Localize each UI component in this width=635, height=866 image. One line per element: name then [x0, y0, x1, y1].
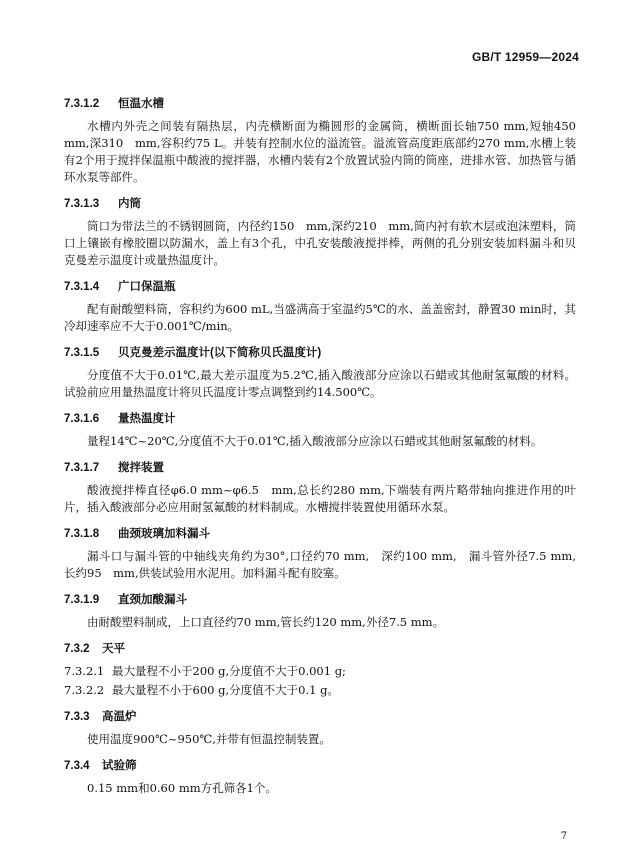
section-number: 7.3.1.4 — [64, 281, 100, 293]
section-number: 7.3.4 — [64, 760, 90, 772]
section-7-3-1-7 — [64, 460, 576, 516]
section-heading — [64, 758, 576, 774]
section-heading — [64, 641, 576, 657]
section-title: 贝克曼差示温度计(以下简称贝氏温度计) — [118, 347, 322, 359]
section-title: 搅拌装置 — [118, 462, 164, 474]
list-item — [64, 663, 576, 680]
section-paragraph: 由耐酸塑料制成，上口直径约70 mm,管长约120 mm,外径7.5 mm。 — [87, 615, 445, 629]
section-title: 恒温水槽 — [118, 98, 164, 110]
section-7-3-1-9 — [64, 592, 576, 631]
section-7-3-3 — [64, 709, 576, 748]
section-7-3-1-6 — [64, 411, 576, 450]
item-number: 7.3.2.1 — [64, 664, 105, 678]
section-title: 天平 — [102, 643, 125, 655]
section-heading — [64, 709, 576, 725]
section-paragraph: 水槽内外壳之间装有隔热层，内壳横断面为椭圆形的金属筒，横断面长轴750 mm,短轴450 mm,深310 mm,容积约75 L。并装有控制水位的溢流管。溢流管高度距底部约270 mm,水槽上装有2个用于搅拌保温瓶中酸液的搅拌器，水槽内装有2个放置试验内筒的筒座，进排水管、加热管与循环水泵等部件。 — [64, 119, 576, 184]
section-title: 高温炉 — [102, 711, 137, 723]
section-paragraph: 配有耐酸塑料筒，容积约为600 mL,当盛满高于室温约5℃的水、盖盖密封，静置30 min时，其冷却速率应不大于0.001℃/min。 — [64, 302, 576, 333]
item-text: 最大量程不小于600 g,分度值不大于0.1 g。 — [112, 683, 339, 697]
section-paragraph: 漏斗口与漏斗管的中轴线夹角约为30°,口径约70 mm, 深约100 mm, 漏斗管外径7.5 mm, 长约95 mm,供装试验用水泥用。加料漏斗配有胶塞。 — [64, 549, 588, 580]
section-number: 7.3.1.2 — [64, 98, 100, 110]
section-paragraph: 分度值不大于0.01℃,最大差示温度为5.2℃,插入酸液部分应涂以石蜡或其他耐氢氟酸的材料。试验前应用量热温度计将贝氏温度计零点调整到约14.500℃。 — [64, 368, 576, 399]
section-heading — [64, 279, 576, 295]
section-7-3-4 — [64, 758, 576, 797]
section-number: 7.3.3 — [64, 711, 90, 723]
section-number: 7.3.1.5 — [64, 347, 100, 359]
section-number: 7.3.2 — [64, 643, 90, 655]
section-paragraph: 量程14℃~20℃,分度值不大于0.01℃,插入酸液部分应涂以石蜡或其他耐氢氟酸的材料。 — [87, 434, 543, 448]
section-heading — [64, 411, 576, 427]
section-7-3-1-8 — [64, 526, 588, 582]
section-7-3-1-4 — [64, 279, 576, 335]
document-body — [64, 86, 588, 801]
section-heading — [64, 526, 576, 542]
section-7-3-1-5 — [64, 345, 576, 401]
standard-code: GB/T 12959—2024 — [471, 50, 579, 64]
section-heading — [64, 345, 576, 361]
section-title: 量热温度计 — [118, 413, 176, 425]
section-7-3-1-3 — [64, 196, 576, 269]
section-paragraph: 0.15 mm和0.60 mm方孔筛各1个。 — [87, 781, 277, 795]
section-heading — [64, 592, 576, 608]
section-heading — [64, 460, 576, 476]
section-title: 内筒 — [118, 198, 141, 210]
section-paragraph: 酸液搅拌棒直径φ6.0 mm~φ6.5 mm,总长约280 mm,下端装有两片略带轴向推进作用的叶片，插入酸液部分必应用耐氢氟酸的材料制成。水槽搅拌装置使用循环水泵。 — [64, 483, 576, 514]
section-heading — [64, 96, 576, 112]
section-number: 7.3.1.8 — [64, 528, 100, 540]
section-number: 7.3.1.3 — [64, 198, 100, 210]
section-number: 7.3.1.9 — [64, 594, 100, 606]
section-number: 7.3.1.6 — [64, 413, 100, 425]
page-number: 7 — [560, 831, 567, 842]
section-title: 广口保温瓶 — [118, 281, 176, 293]
item-text: 最大量程不小于200 g,分度值不大于0.001 g; — [112, 664, 346, 678]
section-number: 7.3.1.7 — [64, 462, 100, 474]
section-paragraph: 使用温度900℃~950℃,并带有恒温控制装置。 — [87, 732, 331, 746]
list-item — [64, 682, 576, 699]
item-number: 7.3.2.2 — [64, 683, 105, 697]
section-7-3-2 — [64, 641, 576, 699]
section-title: 直颈加酸漏斗 — [118, 594, 187, 606]
section-title: 曲颈玻璃加料漏斗 — [118, 528, 210, 540]
section-paragraph: 筒口为带法兰的不锈钢圆筒，内径约150 mm,深约210 mm,筒内衬有软木层或泡沫塑料，筒口上镶嵌有橡胶圈以防漏水，盖上有3个孔，中孔安装酸液搅拌棒，两侧的孔分别安装加料漏斗和贝克曼差示温度计或量热温度计。 — [64, 219, 576, 267]
section-heading — [64, 196, 576, 212]
section-7-3-1-2 — [64, 96, 576, 186]
section-title: 试验筛 — [102, 760, 137, 772]
